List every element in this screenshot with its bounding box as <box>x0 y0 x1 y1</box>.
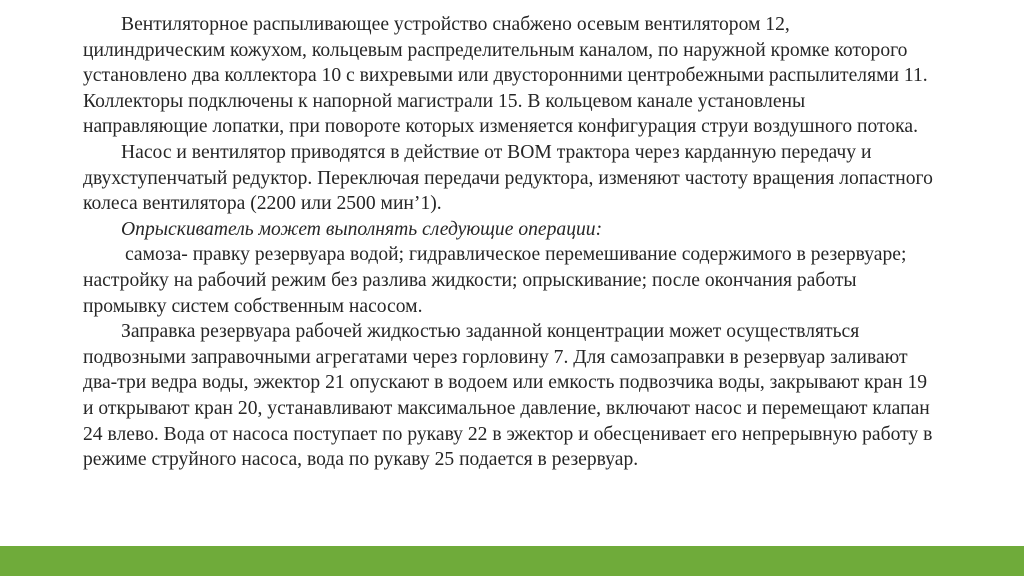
text-block <box>83 12 933 473</box>
paragraph-refilling: Заправка резервуара рабочей жидкостью заданной концентрации может осуществляться подвозными заправочными агрегатами через горловину 7. Для самозаправки в резервуар заливают два-три ведра воды, эжектор 21 опускают в водоем или емкость подвозчика воды, закрывают кран 19 и открывают кран 20, устанавливают максимальное давление, включают насос и перемещают клапан 24 влево. Вода от насоса поступает по рукаву 22 в эжектор и обесценивает его непрерывную работу в режиме струйного насоса, вода по рукаву 25 подается в резервуар. <box>83 321 933 471</box>
paragraph-operations-heading: Опрыскиватель может выполнять следующие операции: <box>121 218 603 240</box>
paragraph-operations-list: самоза- правку резервуара водой; гидравлическое перемешивание содержимого в резервуаре; настройку на рабочий режим без разлива жидкости; опрыскивание; после окончания работы промывку систем собственным насосом. <box>83 244 907 317</box>
paragraph-sprayer-device: Вентиляторное распыливающее устройство снабжено осевым вентилятором 12, цилиндрическим кожухом, кольцевым распределительным каналом, по наружной кромке которого установлено два коллектора 10 с вихревыми или двусторонними центробежными распылителями 11. Коллекторы подключены к напорной магистрали 15. В кольцевом канале установлены направляющие лопатки, при повороте которых изменяется конфигурация струи воздушного потока. <box>83 14 928 138</box>
paragraph-drive: Насос и вентилятор приводятся в действие от ВОМ трактора через карданную передачу и двухступенчатый редуктор. Переключая передачи редуктора, изменяют частоту вращения лопастного колеса вентилятора (2200 или 2500 мин’1). <box>83 141 933 215</box>
bottom-accent-bar <box>0 546 1024 576</box>
